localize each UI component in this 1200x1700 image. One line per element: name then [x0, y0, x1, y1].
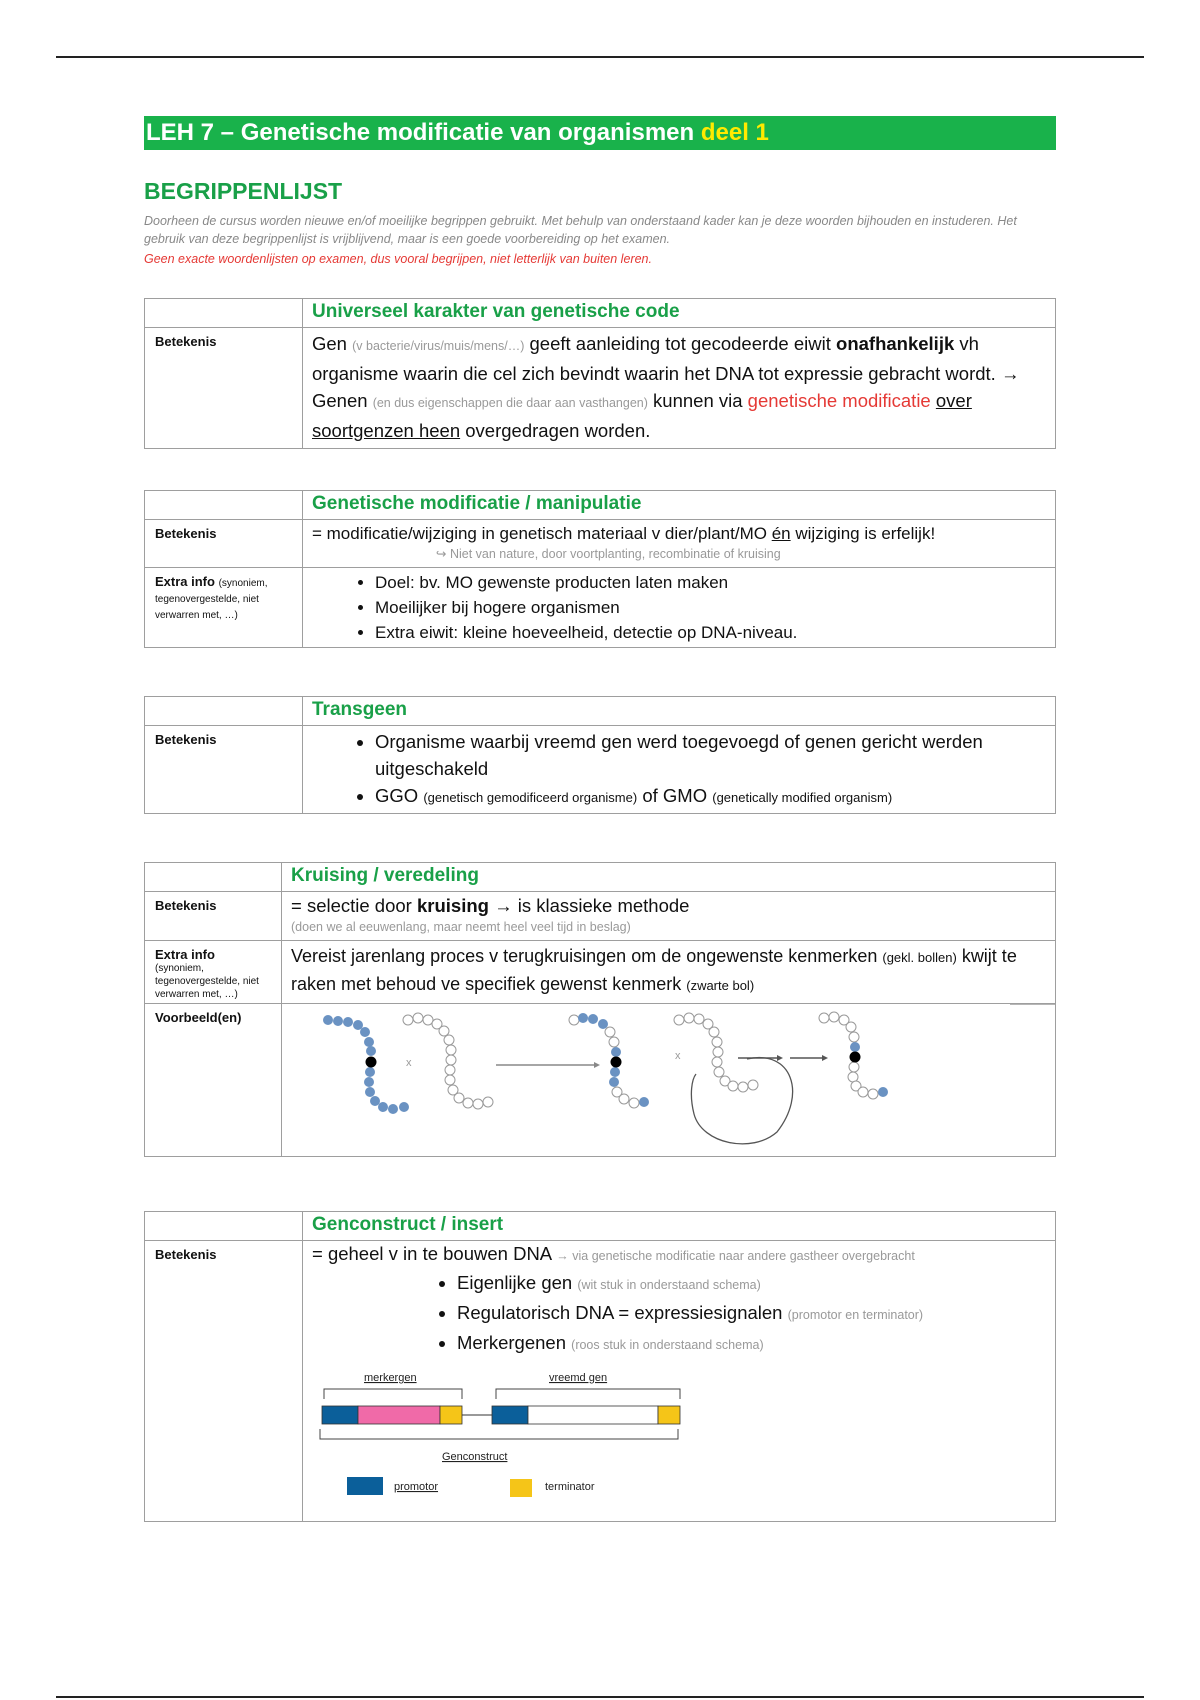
label-extra-info: Extra info (synoniem, tegenovergestelde, niet verwarren met, …): [145, 568, 303, 648]
term-card-genetic-modification: [144, 490, 1056, 648]
term-card-transgeen: [144, 696, 1056, 814]
term-definition: = modificatie/wijziging in genetisch materiaal v dier/plant/MO én wijziging is erfelijk! ↪ Niet van nature, door voortplanting, recombinatie of kruising: [303, 520, 1056, 568]
page-title: LEH 7 – Genetische modificatie van organismen deel 1: [144, 116, 1056, 150]
cross-symbol: x: [675, 1050, 681, 1062]
desired-trait-bead: [611, 1057, 622, 1068]
legend-promotor-label: promotor: [394, 1481, 439, 1493]
parent-chain-white: [674, 1013, 758, 1092]
terminator-block: [440, 1406, 462, 1424]
marker-gene-label: merkergen: [364, 1372, 417, 1384]
top-rule: [56, 56, 1144, 58]
cross-symbol: x: [406, 1057, 412, 1069]
intro-text: Doorheen de cursus worden nieuwe en/of moeilijke begrippen gebruikt. Met behulp van onderstaand kader kan je deze woorden bijhouden en instuderen. Het gebruik van deze begrippenlijst is vrijblijvend, maar is een goede voorbereiding op het examen. Geen exacte woordenlijsten op examen, dus vooral begrijpen, niet letterlijk van buiten leren.: [144, 212, 1056, 268]
marker-gene-block: [358, 1406, 440, 1424]
desired-trait-bead: [850, 1052, 861, 1063]
list-item: • Extra eiwit: kleine hoeveelheid, detectie op DNA-niveau.: [375, 620, 1055, 645]
arrow-right-icon: →: [1000, 363, 1020, 384]
label-voorbeelden: Voorbeeld(en): [145, 1004, 282, 1157]
term-definition: [303, 726, 1056, 814]
term-title: Universeel karakter van genetische code: [303, 299, 1056, 328]
list-item: • GGO (genetisch gemodificeerd organisme) of GMO (genetically modified organism): [375, 782, 1055, 811]
label-betekenis: Betekenis: [145, 328, 303, 449]
foreign-gene-label: vreemd gen: [549, 1372, 608, 1384]
list-item: • Merkergenen (roos stuk in onderstaand schema): [457, 1329, 1046, 1359]
label-extra-info: Extra info (synoniem, tegenovergestelde, niet verwarren met, …): [145, 941, 282, 1004]
crossing-diagram: [282, 1004, 1056, 1157]
list-item: • Moeilijker bij hogere organismen: [375, 595, 1055, 620]
term-definition: Gen (v bacterie/virus/muis/mens/…) geeft aanleiding tot gecodeerde eiwit onafhankelijk vh organisme waarin die cel zich bevindt waarin het DNA tot expressie gebracht wordt. → Genen (en dus eigenschappen die daar aan vasthangen) kunnen via genetische modificatie over soortgenzen heen overgedragen worden.: [303, 328, 1056, 449]
offspring-chain: [569, 1013, 649, 1108]
parent-chain-white: [403, 1013, 493, 1109]
label-betekenis: Betekenis: [145, 1241, 303, 1522]
parent-chain-blue: [323, 1015, 409, 1114]
list-item: • Doel: bv. MO gewenste producten laten maken: [375, 570, 1055, 595]
legend-terminator-label: terminator: [545, 1481, 595, 1493]
desired-trait-bead: [366, 1057, 377, 1068]
legend-terminator-swatch: [510, 1479, 532, 1497]
term-note: (doen we al eeuwenlang, maar neemt heel veel tijd in beslag): [291, 920, 631, 934]
bottom-rule: [56, 1696, 1144, 1698]
term-title: Genconstruct / insert: [303, 1212, 1056, 1241]
list-item: • Eigenlijke gen (wit stuk in onderstaand schema): [457, 1269, 1046, 1299]
promotor-block: [322, 1406, 358, 1424]
promotor-block: [492, 1406, 528, 1424]
label-betekenis: Betekenis: [145, 520, 303, 568]
term-definition: = selectie door kruising → is klassieke methode (doen we al eeuwenlang, maar neemt heel veel tijd in beslag): [282, 892, 1056, 941]
legend-promotor-swatch: [347, 1477, 383, 1495]
term-definition: = geheel v in te bouwen DNA → via genetische modificatie naar andere gastheer overgebracht • Eigenlijke gen (wit stuk in onderstaand schema) • Regulatorisch DNA = expressiesignalen (promotor en terminator) • Merkergenen (roos stuk in onderstaand schema) merkergen vreemd gen Genconstruct promotor terminator: [303, 1241, 1056, 1522]
term-title: Kruising / veredeling: [282, 863, 1056, 892]
term-extra-info: Vereist jarenlang proces v terugkruisingen om de ongewenste kenmerken (gekl. bollen) kwijt te raken met behoud ve specifiek gewenst kenmerk (zwarte bol): [282, 941, 1056, 1004]
genconstruct-diagram: [312, 1367, 712, 1517]
term-title: Genetische modificatie / manipulatie: [303, 491, 1056, 520]
crossing-illustration: [282, 1004, 1055, 1156]
label-betekenis: Betekenis: [145, 892, 282, 941]
label-betekenis: Betekenis: [145, 726, 303, 814]
terminator-block: [658, 1406, 680, 1424]
term-title: Transgeen: [303, 697, 1056, 726]
section-title: BEGRIPPENLIJST: [144, 178, 343, 204]
list-item: • Regulatorisch DNA = expressiesignalen (promotor en terminator): [457, 1299, 1046, 1329]
intro-warning: Geen exacte woordenlijsten op examen, dus vooral begrijpen, niet letterlijk van buiten leren.: [144, 252, 652, 266]
foreign-gene-block: [528, 1406, 658, 1424]
title-highlight: deel 1: [700, 119, 769, 146]
term-card-genconstruct: [144, 1211, 1056, 1522]
term-card-kruising: [144, 862, 1056, 1157]
genconstruct-label: Genconstruct: [442, 1451, 508, 1463]
term-note: ↪ Niet van nature, door voortplanting, recombinatie of kruising: [436, 547, 781, 561]
backcross-loop-arrow: [691, 1058, 792, 1144]
list-item: • Organisme waarbij vreemd gen werd toegevoegd of genen gericht werden uitgeschakeld: [375, 728, 1055, 782]
term-extra-info: [303, 568, 1056, 648]
term-card-universal-code: [144, 298, 1056, 449]
